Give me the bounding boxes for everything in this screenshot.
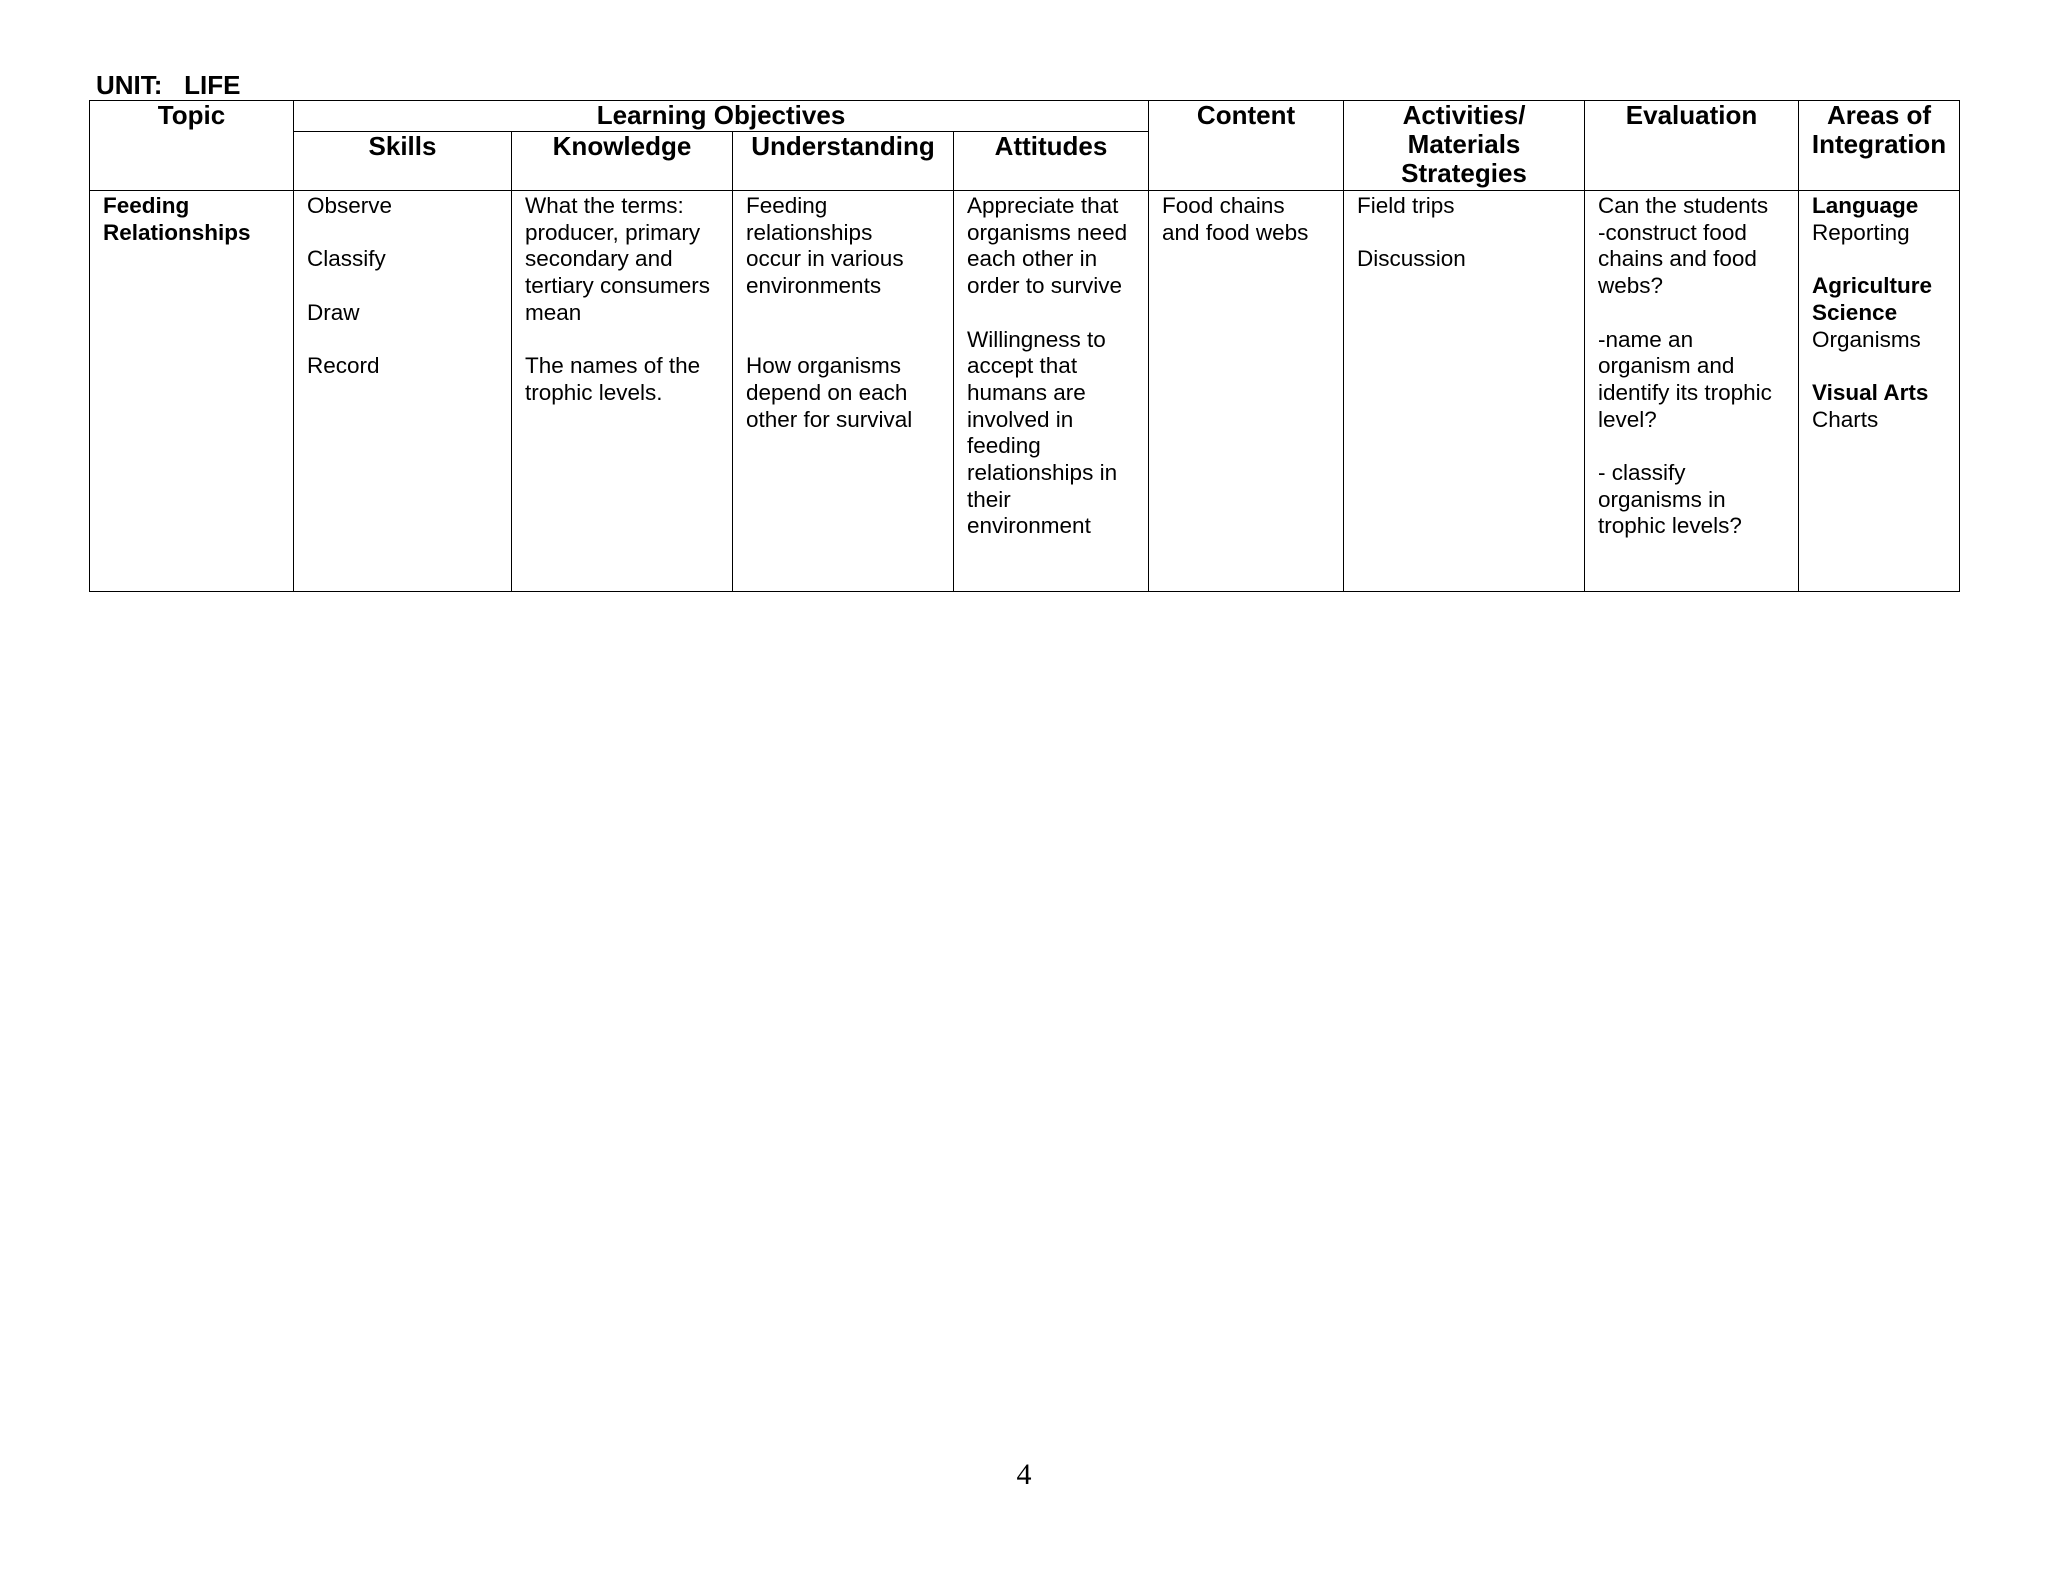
cell-line: trophic levels. [525, 379, 663, 405]
cell-line: order to survive [967, 273, 1123, 299]
cell-line [746, 300, 945, 327]
cell-line: Willingness to [967, 326, 1106, 352]
cell-line: accept that [967, 353, 1078, 379]
cell-line [967, 300, 1140, 327]
cell-line: -construct food [1598, 219, 1747, 245]
cell-line: environment [967, 513, 1091, 539]
cell-line: The names of the [525, 353, 701, 379]
header-content: Content [1149, 101, 1344, 191]
header-learning-objectives: Learning Objectives [294, 101, 1149, 132]
cell-line: other for survival [746, 406, 913, 432]
cell-line: Can the students [1598, 193, 1769, 218]
cell-skills [294, 191, 512, 592]
cell-line [307, 273, 503, 300]
cell-line: environments [746, 273, 882, 299]
cell-line [1812, 353, 1951, 380]
cell-line: Charts [1812, 406, 1879, 432]
cell-line: Visual Arts [1812, 379, 1929, 405]
header-evaluation: Evaluation [1585, 101, 1799, 191]
cell-line [1598, 300, 1790, 327]
cell-line: Language [1812, 193, 1919, 218]
cell-line: occur in various [746, 246, 904, 272]
cell-line: Relationships [103, 219, 251, 245]
cell-line [525, 327, 724, 354]
cell-line: humans are [967, 379, 1086, 405]
cell-line: level? [1598, 406, 1657, 432]
header-areas-of-integration: Areas of Integration [1799, 101, 1960, 191]
cell-line: -name an [1598, 326, 1694, 352]
cell-attitudes [954, 191, 1149, 592]
header-knowledge: Knowledge [512, 132, 733, 191]
cell-line: Record [307, 353, 380, 379]
cell-line: What the terms: [525, 193, 684, 218]
cell-knowledge [512, 191, 733, 592]
cell-line: Classify [307, 246, 386, 272]
cell-line: Reporting [1812, 219, 1910, 245]
cell-line [307, 220, 503, 247]
cell-line: How organisms [746, 353, 902, 379]
cell-evaluation [1585, 191, 1799, 592]
cell-line: Appreciate that [967, 193, 1119, 218]
cell-line: identify its trophic [1598, 379, 1772, 405]
cell-line: Discussion [1357, 246, 1466, 272]
cell-line: trophic levels? [1598, 513, 1742, 539]
cell-line: - classify [1598, 460, 1686, 485]
cell-line: Observe [307, 193, 393, 218]
cell-line: organisms need [967, 219, 1128, 245]
cell-line: feeding [967, 433, 1041, 459]
cell-line: Field trips [1357, 193, 1455, 218]
unit-title: UNIT: LIFE [96, 70, 241, 100]
cell-topic [90, 191, 294, 592]
cell-line: organism and [1598, 353, 1735, 379]
cell-line: depend on each [746, 379, 908, 405]
cell-line: Food chains [1162, 193, 1285, 218]
header-attitudes: Attitudes [954, 132, 1149, 191]
cell-line [307, 326, 503, 353]
curriculum-table [89, 100, 1960, 592]
cell-line [1812, 246, 1951, 273]
cell-line: Draw [307, 299, 360, 325]
cell-line: mean [525, 299, 582, 325]
header-understanding: Understanding [733, 132, 954, 191]
cell-line: Organisms [1812, 326, 1921, 352]
header-activities: Activities/ Materials Strategies [1344, 101, 1585, 191]
cell-line: their [967, 486, 1011, 512]
cell-understanding [733, 191, 954, 592]
cell-line [1357, 220, 1576, 247]
page-number: 4 [1016, 1458, 1032, 1491]
cell-line: relationships [746, 219, 873, 245]
cell-line: Feeding [746, 193, 828, 218]
cell-line: Agriculture [1812, 273, 1933, 299]
cell-areas-of-integration [1799, 191, 1960, 592]
cell-activities [1344, 191, 1585, 592]
cell-line: tertiary consumers [525, 273, 711, 299]
table-row [90, 191, 1960, 592]
cell-line: and food webs [1162, 219, 1309, 245]
cell-line: relationships in [967, 460, 1118, 486]
cell-content [1149, 191, 1344, 592]
header-skills: Skills [294, 132, 512, 191]
cell-line: webs? [1598, 273, 1664, 299]
cell-line: chains and food [1598, 246, 1757, 272]
cell-line [746, 327, 945, 354]
cell-line: Science [1812, 299, 1898, 325]
cell-line: each other in [967, 246, 1098, 272]
cell-line: involved in [967, 406, 1074, 432]
header-topic: Topic [90, 101, 294, 191]
cell-line: secondary and [525, 246, 673, 272]
cell-line: Feeding [103, 193, 190, 218]
cell-line: producer, primary [525, 219, 701, 245]
cell-line [1598, 433, 1790, 460]
cell-line: organisms in [1598, 486, 1726, 512]
